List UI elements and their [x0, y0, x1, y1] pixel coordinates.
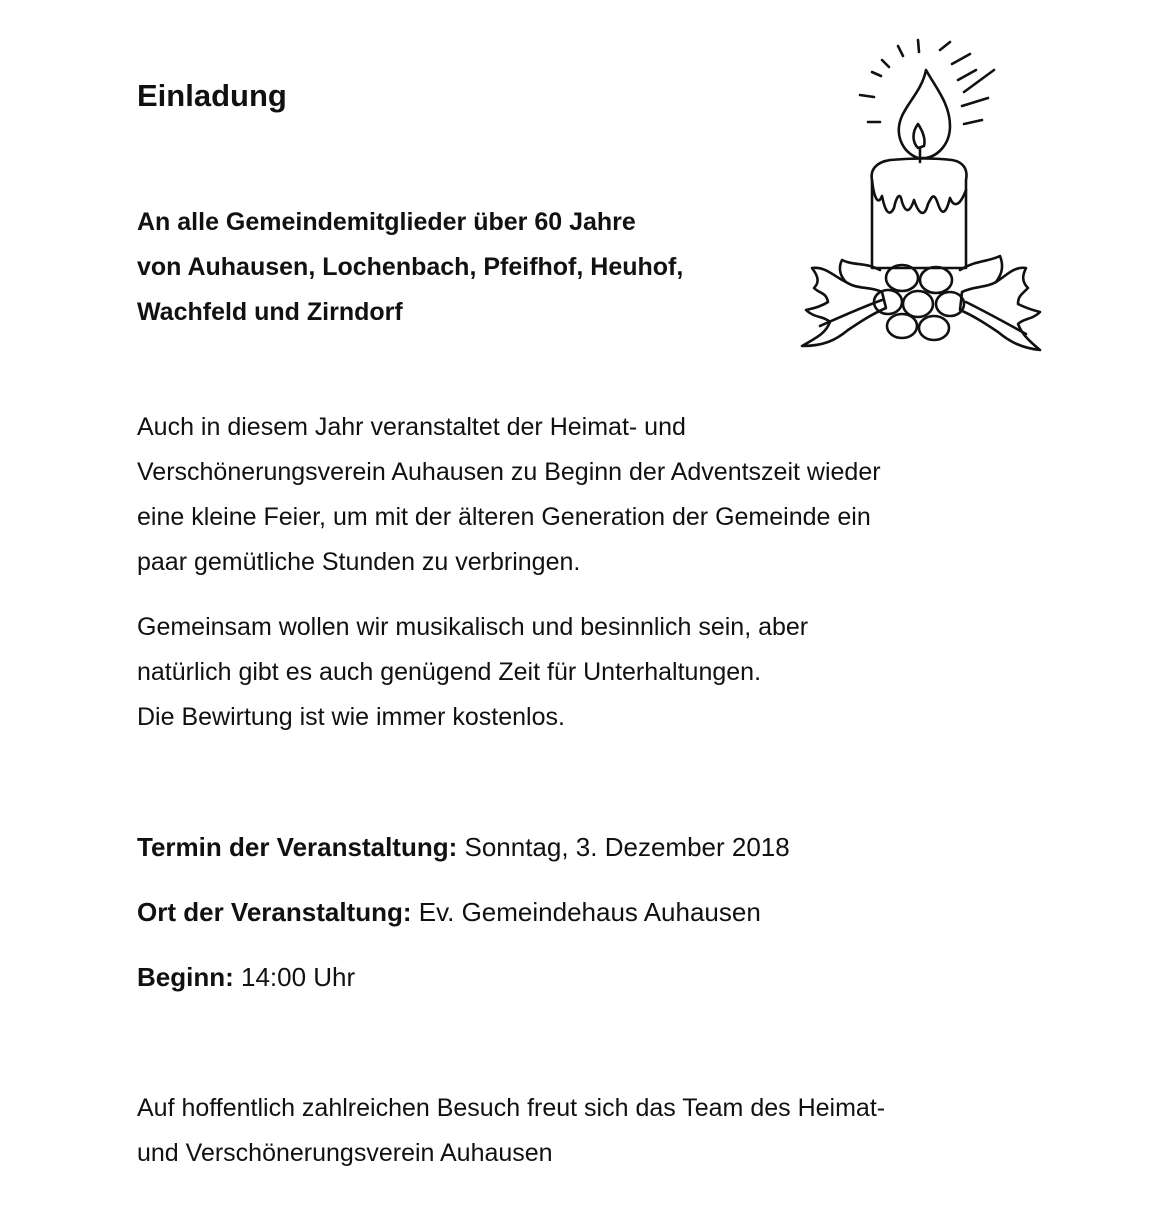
recipients-line: Wachfeld und Zirndorf [137, 298, 403, 326]
closing-paragraph [137, 1086, 885, 1176]
paragraph-line: Die Bewirtung ist wie immer kostenlos. [137, 703, 565, 731]
paragraph-line: Verschönerungsverein Auhausen zu Beginn der Adventszeit wieder [137, 458, 881, 486]
closing-line: Auf hoffentlich zahlreichen Besuch freut sich das Team des Heimat- [137, 1094, 886, 1122]
light-rays [860, 40, 994, 124]
event-date-value: Sonntag, 3. Dezember 2018 [457, 832, 790, 862]
paragraph-line: eine kleine Feier, um mit der älteren Generation der Gemeinde ein [137, 503, 871, 531]
intro-paragraph [137, 405, 881, 585]
recipients-line: von Auhausen, Lochenbach, Pfeifhof, Heuhof, [137, 253, 684, 281]
event-location-value: Ev. Gemeindehaus Auhausen [411, 897, 761, 927]
holly-berries [874, 265, 964, 340]
recipients-line: An alle Gemeindemitglieder über 60 Jahre [137, 208, 636, 236]
candle-body [872, 159, 967, 269]
paragraph-line: natürlich gibt es auch genügend Zeit für Unterhaltungen. [137, 658, 762, 686]
wax-drips [872, 180, 966, 213]
flame-inner [914, 124, 925, 148]
event-location-label: Ort der Veranstaltung: [137, 897, 412, 927]
event-start [137, 957, 355, 997]
program-paragraph [137, 605, 808, 740]
paragraph-line: Auch in diesem Jahr veranstaltet der Heimat- und [137, 413, 686, 441]
candle-with-holly-icon [790, 30, 1050, 360]
event-location [137, 892, 761, 932]
closing-line: und Verschönerungsverein Auhausen [137, 1139, 553, 1167]
event-date [137, 827, 790, 867]
holly-leaf-right [960, 268, 1040, 350]
event-start-label: Beginn: [137, 962, 234, 992]
event-start-value: 14:00 Uhr [233, 962, 356, 992]
recipients-block [137, 200, 683, 335]
event-date-label: Termin der Veranstaltung: [137, 832, 458, 862]
page-title: Einladung [137, 78, 287, 113]
paragraph-line: Gemeinsam wollen wir musikalisch und besinnlich sein, aber [137, 613, 809, 641]
paragraph-line: paar gemütliche Stunden zu verbringen. [137, 548, 581, 576]
